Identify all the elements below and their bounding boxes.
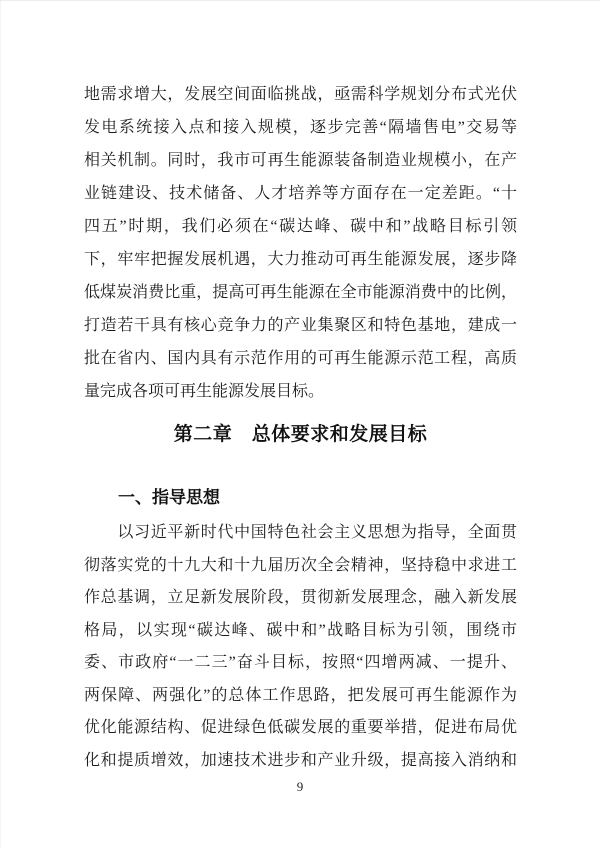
text-block [84, 78, 517, 777]
text-line: 相关机制。同时，我市可再生能源装备制造业规模小，在产 [84, 152, 517, 169]
page-number: 9 [296, 779, 304, 794]
chapter-heading: 第二章 总体要求和发展目标 [173, 424, 428, 445]
text-line: 打造若干具有核心竞争力的产业集聚区和特色基地，建成一 [84, 317, 517, 334]
text-line: 两保障、两强化”的总体工作思路，把发展可再生能源作为 [84, 686, 517, 704]
section-heading: 一、指导思想 [118, 488, 220, 507]
text-line: 低煤炭消费比重，提高可再生能源在全市能源消费中的比例， [84, 284, 517, 301]
text-line: 彻落实党的十九大和十九届历次全会精神，坚持稳中求进工 [84, 556, 517, 574]
paragraph-continuation [84, 78, 517, 408]
text-line: 业链建设、技术储备、人才培养等方面存在一定差距。“十 [84, 185, 517, 202]
text-line: 四五”时期，我们必须在“碳达峰、碳中和”战略目标引领 [84, 218, 517, 235]
text-line: 批在省内、国内具有示范作用的可再生能源示范工程，高质 [84, 350, 517, 367]
text-line: 量完成各项可再生能源发展目标。 [84, 383, 325, 400]
paragraph-guiding-ideology [84, 517, 517, 777]
text-line: 发电系统接入点和接入规模，逐步完善“隔墙售电”交易等 [84, 119, 517, 136]
text-line: 以习近平新时代中国特色社会主义思想为指导，全面贯 [84, 524, 517, 541]
text-line: 作总基调，立足新发展阶段，贯彻新发展理念，融入新发展 [84, 589, 517, 606]
text-line: 化和提质增效，加速技术进步和产业升级，提高接入消纳和 [84, 751, 517, 769]
text-line: 地需求增大，发展空间面临挑战，亟需科学规划分布式光伏 [84, 86, 517, 103]
text-line: 优化能源结构、促进绿色低碳发展的重要举措，促进布局优 [84, 719, 517, 736]
text-line: 委、市政府“一二三”奋斗目标，按照“四增两减、一提升、 [84, 654, 517, 671]
text-line: 格局，以实现“碳达峰、碳中和”战略目标为引领，围绕市 [84, 621, 517, 639]
text-line: 下，牢牢把握发展机遇，大力推动可再生能源发展，逐步降 [84, 251, 517, 268]
